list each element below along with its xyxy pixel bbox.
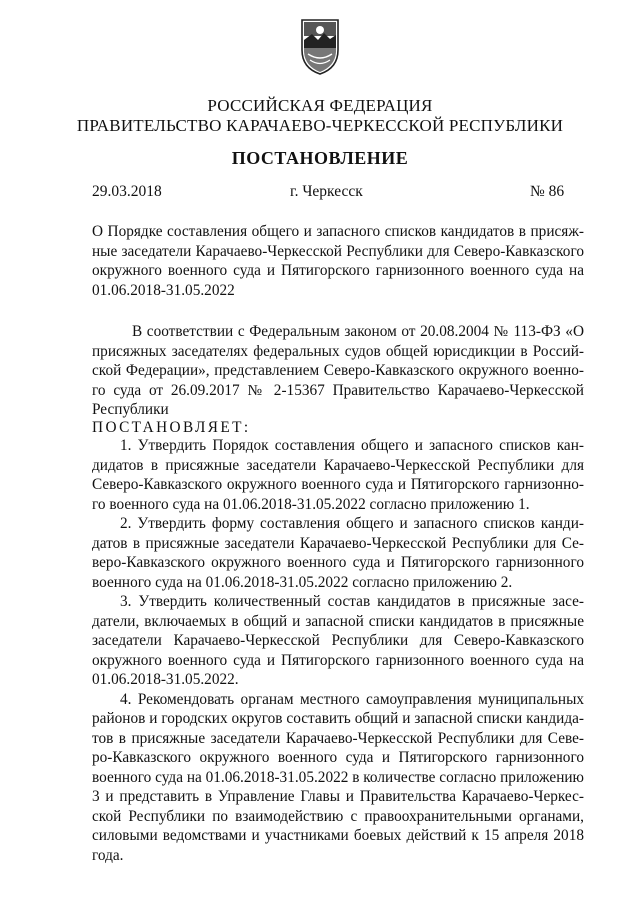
decree-items bbox=[92, 436, 584, 865]
decree-word: ПОСТАНОВЛЯЕТ: bbox=[92, 419, 251, 436]
decree-item-4 bbox=[92, 690, 584, 866]
item-line: районов и городских округов составить общий и запасной списки кандида- bbox=[92, 710, 584, 727]
item-line: военного суда на 01.06.2018-31.05.2022 согласно приложению 2. bbox=[92, 573, 513, 591]
item-line: ской Республики по взаимодействию с правоохранительными органами, bbox=[92, 807, 584, 825]
item-line: 3 и представить в Управление Главы и Правительства Карачаево-Черкес- bbox=[92, 788, 584, 805]
item-line: датели, включаемых в общий и запасной списки кандидатов в присяжные bbox=[92, 612, 584, 630]
item-line: ро-Кавказского окружного военного суда и Пятигорского гарнизонного bbox=[92, 749, 584, 766]
item-line: 3. Утвердить количественный состав кандидатов в присяжные засе- bbox=[120, 593, 584, 610]
item-line: го военного суда на 01.06.2018-31.05.2022 согласно приложению 1. bbox=[92, 495, 530, 513]
document-date: 29.03.2018 bbox=[92, 183, 162, 200]
item-line: 1. Утвердить Порядок составления общего и запасного списков кан- bbox=[120, 437, 584, 454]
item-line: заседатели Карачаево-Черкесской Республики для Северо-Кавказского bbox=[92, 632, 584, 649]
item-line: года. bbox=[92, 846, 124, 864]
country-heading: РОССИЙСКАЯ ФЕДЕРАЦИЯ bbox=[207, 96, 433, 115]
decree-item-2 bbox=[92, 514, 584, 592]
item-line: окружного военного суда и Пятигорского гарнизонного военного суда на bbox=[92, 651, 584, 669]
item-line: веро-Кавказского окружного военного суда и Пятигорского гарнизонного bbox=[92, 554, 584, 571]
item-line: силовыми ведомствами и участниками боевых действий к 15 апреля 2018 bbox=[92, 827, 584, 844]
preamble-line: В соответствии с Федеральным законом от 20.08.2004 № 113-ФЗ «О bbox=[132, 323, 584, 340]
document-type-heading: ПОСТАНОВЛЕНИЕ bbox=[231, 148, 409, 168]
item-line: 2. Утвердить форму составления общего и запасного списков канди- bbox=[120, 515, 584, 532]
preamble-paragraph bbox=[92, 322, 584, 420]
item-line: тов в присяжные заседатели Карачаево-Черкесской Республики для Севе- bbox=[92, 729, 584, 747]
title-line: ные заседатели Карачаево-Черкесской Республики для Северо-Кавказского bbox=[92, 242, 584, 260]
item-line: военного суда на 01.06.2018-31.05.2022 в количестве согласно приложению bbox=[92, 768, 584, 786]
government-heading: ПРАВИТЕЛЬСТВО КАРАЧАЕВО-ЧЕРКЕССКОЙ РЕСПУБЛИКИ bbox=[76, 116, 564, 135]
preamble-line: Республики bbox=[92, 401, 169, 418]
item-line: датов в присяжные заседатели Карачаево-Черкесской Республики для Се- bbox=[92, 534, 584, 552]
item-line: 4. Рекомендовать органам местного самоуправления муниципальных bbox=[120, 690, 584, 708]
item-line: Северо-Кавказского окружного военного суда и Пятигорского гарнизонно- bbox=[92, 476, 584, 493]
document-city: г. Черкесск bbox=[290, 183, 363, 200]
preamble-line: присяжных заседателях федеральных судов общей юрисдикции в Россий- bbox=[92, 342, 584, 360]
document-title bbox=[92, 222, 584, 300]
coat-of-arms-emblem bbox=[298, 16, 342, 76]
decree-item-3 bbox=[92, 592, 584, 690]
title-line: окружного военного суда и Пятигорского гарнизонного военного суда на bbox=[92, 262, 584, 279]
preamble-line: го суда от 26.09.2017 № 2-15367 Правительство Карачаево-Черкесской bbox=[92, 381, 584, 399]
preamble-line: ской Федерации», представлением Северо-Кавказского окружного военно- bbox=[92, 362, 584, 379]
decree-item-1 bbox=[92, 436, 584, 514]
item-line: дидатов в присяжные заседатели Карачаево-Черкесской Республики для bbox=[92, 456, 584, 474]
item-line: 01.06.2018-31.05.2022. bbox=[92, 671, 239, 688]
document-number: № 86 bbox=[530, 183, 565, 200]
title-line: О Порядке составления общего и запасного списков кандидатов в присяж- bbox=[92, 223, 584, 240]
title-line: 01.06.2018-31.05.2022 bbox=[92, 281, 235, 299]
